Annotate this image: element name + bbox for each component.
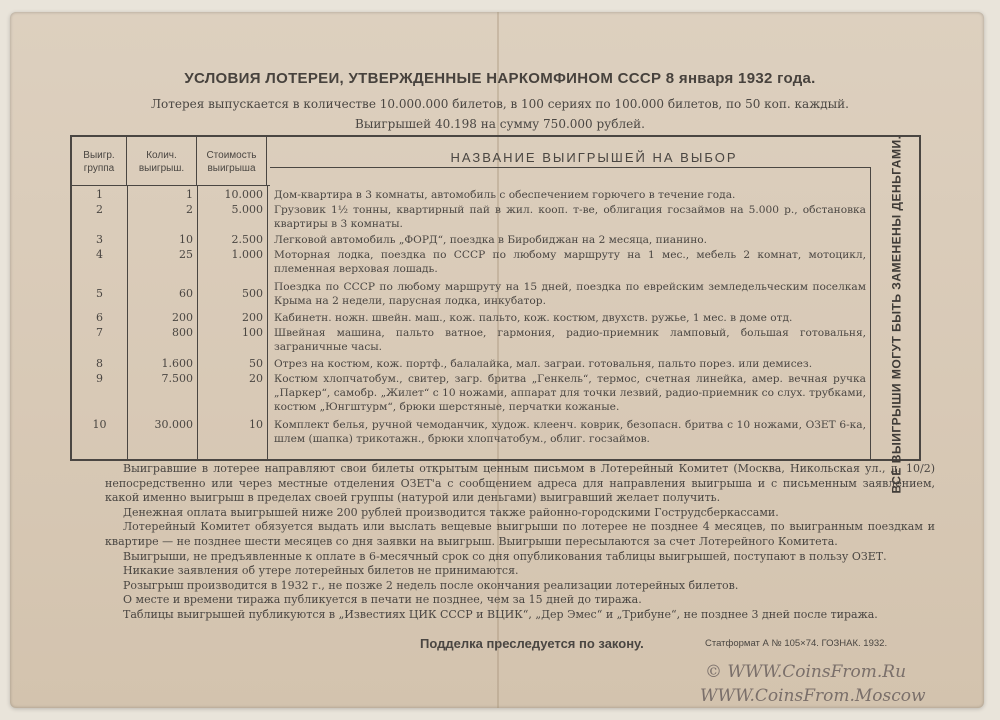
paragraph: О месте и времени тиража публикуется в печати не позднее, чем за 15 дней до тиража. [123, 593, 642, 607]
row-group: 2 [96, 203, 103, 216]
row-prizes: Дом-квартира в 3 комнаты, автомобиль с обеспечением горючего в течение года. [274, 189, 736, 201]
row-count: 30.000 [154, 418, 193, 431]
forgery-warning: Подделка преследуется по закону. [420, 636, 644, 651]
row-group: 5 [96, 287, 103, 300]
row-group: 4 [96, 248, 103, 261]
paragraph: Выигрыши, не предъявленные к оплате в 6-месячный срок со дня опубликования таблицы выигрышей, поступают в пользу ОЗЕТ. [123, 549, 887, 563]
row-prizes: Отрез на костюм, кож. портф., балалайка, мал. заграи. готовальня, пальто порез. или демисез. [274, 358, 813, 370]
row-count: 800 [172, 326, 193, 339]
row-group: 9 [96, 372, 103, 385]
row-value: 200 [242, 311, 263, 324]
row-count: 1 [186, 188, 193, 201]
row-count: 25 [179, 248, 193, 261]
row-group: 6 [96, 311, 103, 324]
row-value: 1.000 [231, 248, 263, 261]
row-prizes: Костюм хлопчатобум., свитер, загр. бритва „Генкель“, термос, счетная линейка, амер. вечная ручка „Паркер“, самобр. „Жилет“ с 10 ножами, аппарат для точки лезвий, радио-приемник со слух. трубками, костюм „Юнгштурм“, брюки шерстяные, перчатки кожаные. [274, 373, 866, 413]
row-group: 10 [92, 418, 107, 431]
paragraph: Таблицы выигрышей публикуются в „Известиях ЦИК СССР и ВЦИК“, „Дер Эмес“ и „Трибуне“, не позднее 3 дней после тиража. [123, 607, 878, 621]
row-value: 2.500 [231, 233, 263, 246]
row-value: 20 [249, 372, 263, 385]
column-rule [267, 185, 268, 459]
row-value: 100 [242, 326, 263, 339]
header-prizes: НАЗВАНИЕ ВЫИГРЫШЕЙ НА ВЫБОР [450, 150, 738, 165]
row-group: 3 [96, 233, 103, 246]
row-prizes: Комплект белья, ручной чемоданчик, худож. клеенч. коврик, безопасн. бритва с 10 ножами, ОЗЕТ 6-ка, шлем (шапка) трикотажн., брюки хлопчатобум., облиг. госзаймов. [274, 419, 866, 445]
watermark: WWW.CoinsFrom.Moscow [700, 686, 926, 706]
row-group: 8 [96, 357, 103, 370]
header-divider [72, 185, 270, 186]
side-note: ВСЕ ВЫИГРЫШИ МОГУТ БЫТЬ ЗАМЕНЕНЫ ДЕНЬГАМИ. [889, 135, 903, 493]
row-count: 200 [172, 311, 193, 324]
row-count: 2 [186, 203, 193, 216]
issue-terms: Лотерея выпускается в количестве 10.000.000 билетов, в 100 сериях по 100.000 билетов, по 50 коп. каждый. [151, 97, 849, 111]
row-group: 1 [96, 188, 103, 201]
row-count: 10 [179, 233, 193, 246]
conditions-text [105, 462, 935, 623]
paragraph: Никакие заявления об утере лотерейных билетов не принимаются. [123, 564, 519, 578]
row-value: 10 [249, 418, 263, 431]
column-rule [870, 167, 871, 459]
row-prizes: Поездка по СССР по любому маршруту на 15 дней, поездка по еврейским земледельческим поселкам Крыма на 2 недели, парусная лодка, инкубатор. [274, 281, 866, 307]
row-prizes: Моторная лодка, поездка по СССР по любому маршруту на 1 мес., мебель 2 комнат, мотоцикл, племенная верховая лошадь. [274, 249, 866, 275]
row-group: 7 [96, 326, 103, 339]
watermark: © WWW.CoinsFrom.Ru [705, 662, 907, 682]
prize-total: Выигрышей 40.198 на сумму 750.000 рублей. [355, 117, 645, 131]
row-value: 10.000 [224, 188, 263, 201]
row-value: 500 [242, 287, 263, 300]
paragraph: Лотерейный Комитет обязуется выдать или выслать вещевые выигрыши по лотерее не позднее 4 месяцев, по выигранным поездкам и квартире — не позднее шести месяцев со дня заявки на выигрыш. Выигрыши пересылаются за счет Лотерейного Комитета. [105, 520, 935, 548]
row-prizes: Швейная машина, пальто ватное, гармония, радио-приемник ламповый, большая готовальня, заграничные часы. [274, 327, 866, 353]
row-count: 1.600 [161, 357, 193, 370]
row-value: 5.000 [231, 203, 263, 216]
row-prizes: Кабинетн. ножн. швейн. маш., кож. пальто, кож. костюм, двухств. ружье, 1 мес. в доме отд. [274, 312, 793, 324]
printer-imprint: Статформат А № 105×74. ГОЗНАК. 1932. [705, 638, 888, 649]
row-prizes: Легковой автомобиль „ФОРД“, поездка в Биробиджан на 2 месяца, пианино. [274, 234, 708, 246]
document-title: УСЛОВИЯ ЛОТЕРЕИ, УТВЕРЖДЕННЫЕ НАРКОМФИНОМ СССР 8 января 1932 года. [184, 70, 816, 87]
row-prizes: Грузовик 1½ тонны, квартирный пай в жил. кооп. т-ве, облигация госзаймов на 5.000 р., обстановка квартиры в 3 комнаты. [274, 204, 866, 230]
header-group: Выигр. группа [72, 137, 127, 185]
header-divider [270, 167, 870, 168]
header-value: Стоимость выигрыша [197, 137, 267, 185]
paragraph: Розыгрыш производится в 1932 г., не позже 2 недель после окончания реализации лотерейных билетов. [123, 578, 739, 592]
paragraph: Денежная оплата выигрышей ниже 200 рублей производится также районно-городскими Гострудсберкассами. [123, 505, 779, 519]
row-count: 60 [179, 287, 193, 300]
row-count: 7.500 [161, 372, 193, 385]
header-count: Колич. выигрыш. [127, 137, 197, 185]
paragraph: Выигравшие в лотерее направляют свои билеты открытым ценным письмом в Лотерейный Комитет (Москва, Никольская ул., д. 10/2) непосредственно или через местные отделения ОЗЕТ'а с сообщением адреса для направления выигрыша и с письменным заявлением, какой именно выигрыш в пределах своей группы (натурой или деньгами) выигравший желает получить. [105, 462, 935, 505]
row-value: 50 [249, 357, 263, 370]
